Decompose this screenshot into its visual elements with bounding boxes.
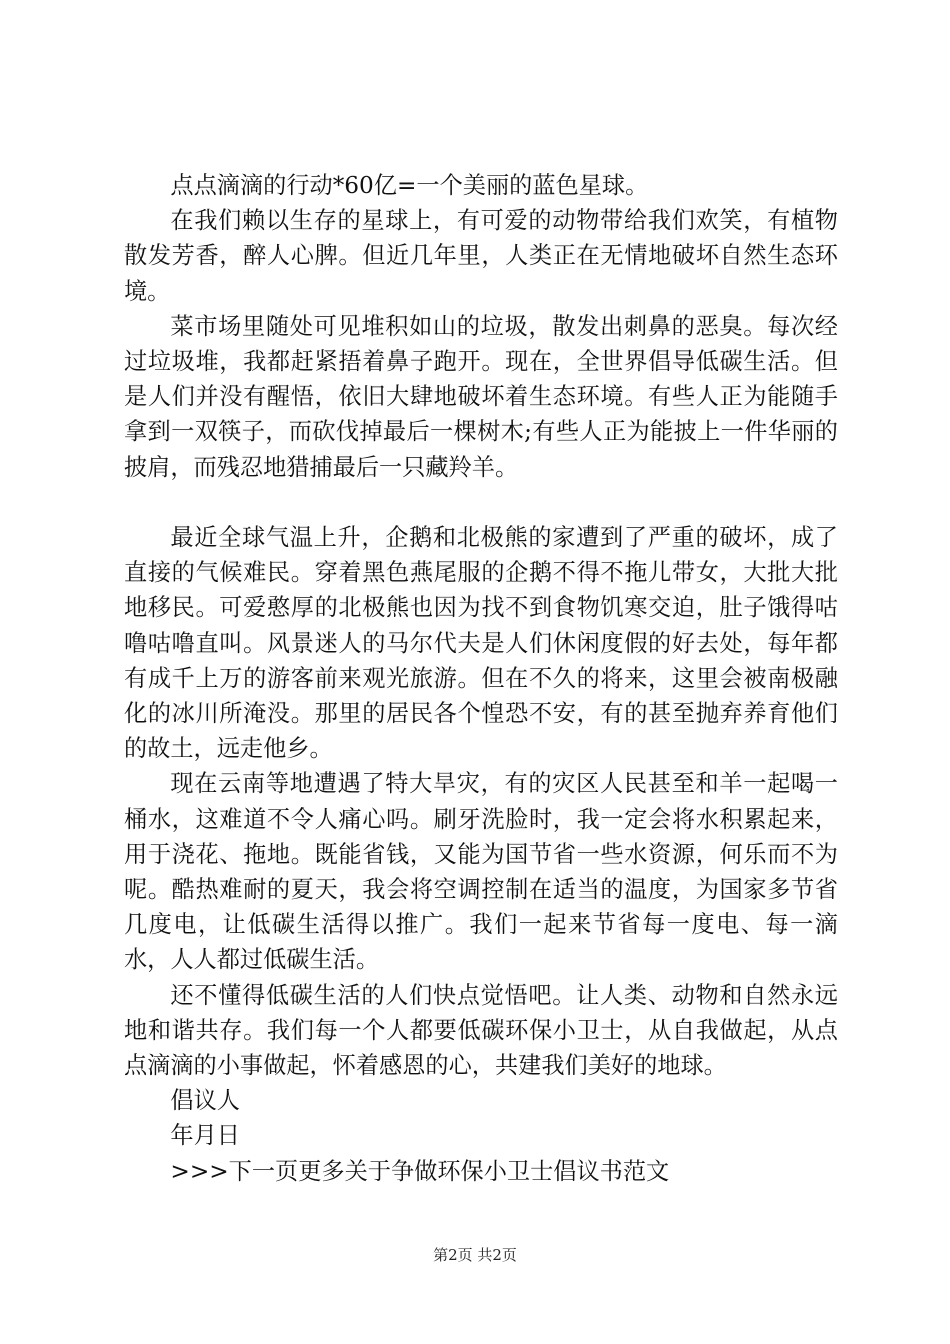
document-body	[124, 168, 838, 1189]
date-line: 年月日	[170, 1122, 240, 1150]
paragraph-drought: 现在云南等地遭遇了特大旱灾，有的灾区人民甚至和羊一起喝一桶水，这难道不令人痛心吗。刷牙洗脸时，我一定会将水积累起来，用于浇花、拖地。既能省钱，又能为国节省一些水资源，何乐而不为呢。酷热难耐的夏天，我会将空调控制在适当的温度，为国家多节省几度电，让低碳生活得以推广。我们一起来节省每一度电、每一滴水，人人都过低碳生活。	[124, 770, 838, 974]
paragraph-climate: 最近全球气温上升，企鹅和北极熊的家遭到了严重的破坏，成了直接的气候难民。穿着黑色燕尾服的企鹅不得不拖儿带女，大批大批地移民。可爱憨厚的北极熊也因为找不到食物饥寒交迫，肚子饿得咕噜咕噜直叫。风景迷人的马尔代夫是人们休闲度假的好去处，每年都有成千上万的游客前来观光旅游。但在不久的将来，这里会被南极融化的冰川所淹没。那里的居民各个惶恐不安，有的甚至抛弃养育他们的故土，远走他乡。	[124, 524, 838, 763]
paragraph-planet: 在我们赖以生存的星球上，有可爱的动物带给我们欢笑，有植物散发芳香，醉人心脾。但近几年里，人类正在无情地破坏自然生态环境。	[124, 207, 838, 305]
signature-line: 倡议人	[170, 1087, 240, 1115]
paragraph-appeal: 还不懂得低碳生活的人们快点觉悟吧。让人类、动物和自然永远地和谐共存。我们每一个人都要低碳环保小卫士，从自我做起，从点点滴滴的小事做起，怀着感恩的心，共建我们美好的地球。	[124, 981, 838, 1080]
paragraph-slogan: 点点滴滴的行动*60亿=一个美丽的蓝色星球。	[170, 172, 649, 199]
page-footer	[0, 1245, 950, 1265]
page-number: 第2页 共2页	[433, 1246, 517, 1264]
paragraph-garbage: 菜市场里随处可见堆积如山的垃圾，散发出刺鼻的恶臭。每次经过垃圾堆，我都赶紧捂着鼻子跑开。现在，全世界倡导低碳生活。但是人们并没有醒悟，依旧大肆地破坏着生态环境。有些人正为能随手拿到一双筷子，而砍伐掉最后一棵树木;有些人正为能披上一件华丽的披肩，而残忍地猎捕最后一只藏羚羊。	[124, 312, 838, 481]
next-page-link[interactable]: >>>下一页更多关于争做环保小卫士倡议书范文	[170, 1157, 670, 1185]
